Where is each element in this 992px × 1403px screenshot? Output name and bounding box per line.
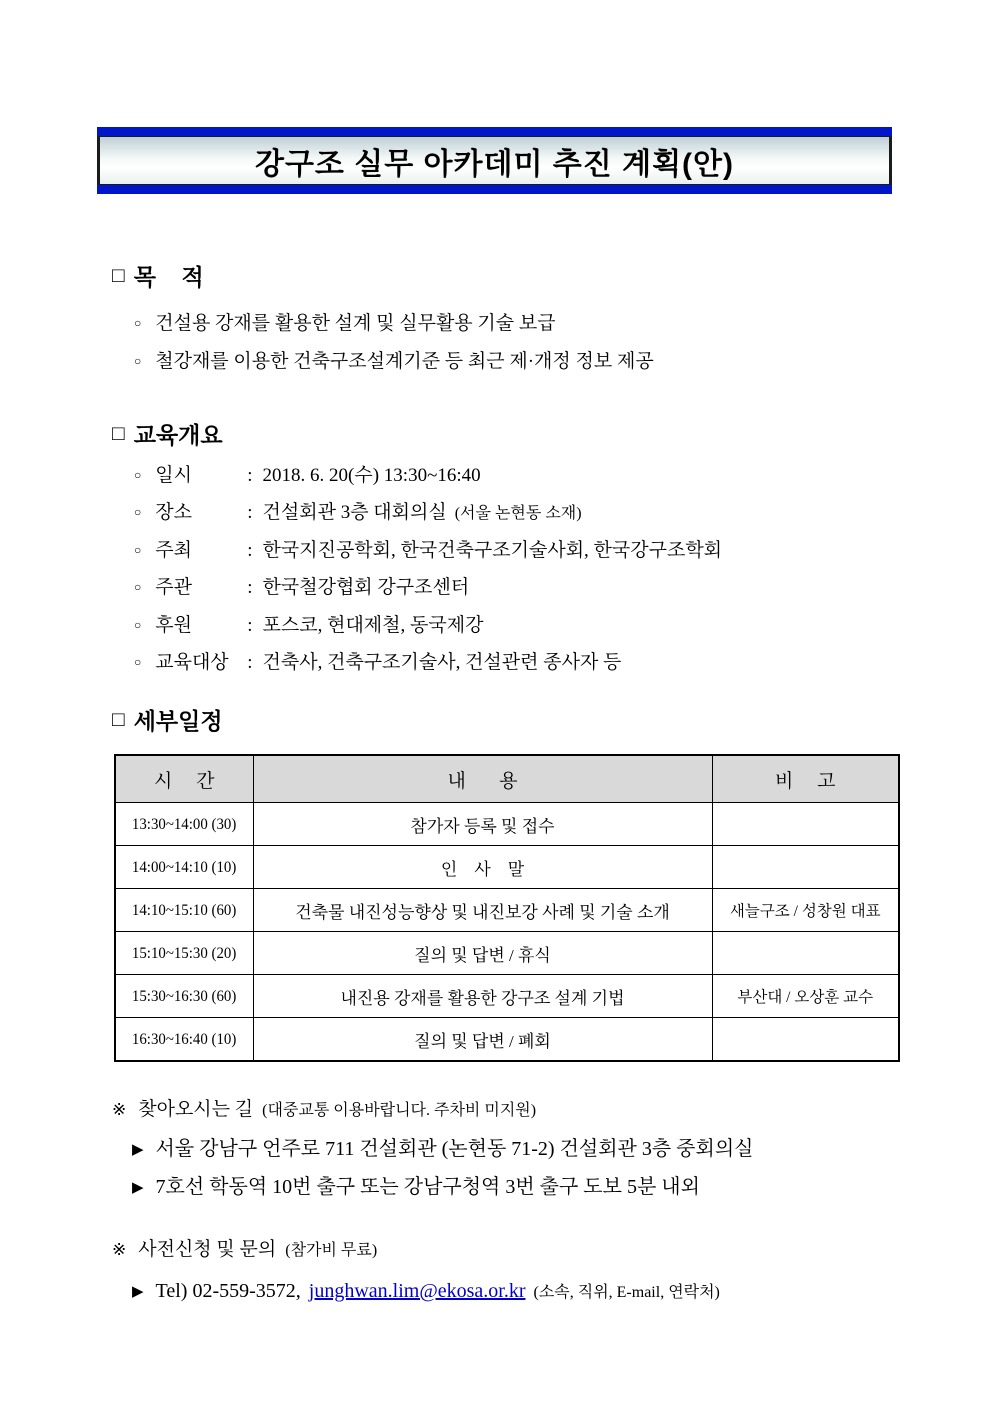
page-title: 강구조 실무 아카데미 추진 계획(안) xyxy=(254,147,735,181)
cell-note xyxy=(712,803,899,846)
overview-row-organizer xyxy=(134,575,469,602)
section-overview-title: 교육개요 xyxy=(133,422,223,448)
cell-time xyxy=(115,803,253,846)
purpose-bullet-2 xyxy=(134,349,654,376)
contact-heading xyxy=(112,1237,377,1264)
contact-title: 사전신청 및 문의 xyxy=(138,1239,277,1260)
overview-value: 2018. 6. 20(수) 13:30~16:40 xyxy=(262,465,481,486)
overview-row-sponsor xyxy=(134,613,483,640)
schedule-table xyxy=(114,754,900,1062)
cell-time xyxy=(115,1018,253,1062)
banner-top-bar xyxy=(97,127,892,136)
time-text: 15:30~16:30 (60) xyxy=(132,988,237,1005)
overview-row-audience xyxy=(134,650,621,677)
contact-note: (참가비 무료) xyxy=(285,1242,378,1259)
section-overview-heading xyxy=(112,420,223,450)
label-separator: : xyxy=(247,615,253,636)
title-banner xyxy=(97,127,892,194)
overview-value: 건축사, 건축구조기술사, 건설관련 종사자 등 xyxy=(262,652,622,673)
cell-note: 부산대 / 오상훈 교수 xyxy=(712,975,899,1018)
circle-bullet-icon: ○ xyxy=(134,618,142,632)
time-text: 14:10~15:10 (60) xyxy=(132,902,237,919)
cell-content: 참가자 등록 및 접수 xyxy=(253,803,712,846)
cell-content: 질의 및 답변 / 폐회 xyxy=(253,1018,712,1062)
directions-item-address xyxy=(132,1136,753,1165)
overview-label: 교육대상 xyxy=(155,652,229,673)
label-separator: : xyxy=(247,652,253,673)
checkbox-marker-icon: □ xyxy=(112,422,125,445)
arrow-bullet-icon: ▶ xyxy=(132,1180,144,1196)
circle-bullet-icon: ○ xyxy=(134,354,142,368)
email-link[interactable]: junghwan.lim@ekosa.or.kr xyxy=(308,1280,526,1302)
directions-item-subway xyxy=(132,1174,700,1203)
label-separator: : xyxy=(247,502,253,523)
overview-label: 주최 xyxy=(155,540,192,561)
overview-label: 장소 xyxy=(155,502,192,523)
time-text: 15:10~15:30 (20) xyxy=(132,945,237,962)
overview-row-host xyxy=(134,538,722,565)
overview-label: 후원 xyxy=(155,615,192,636)
cell-time xyxy=(115,932,253,975)
cell-note xyxy=(712,1018,899,1062)
table-row xyxy=(115,975,899,1018)
circle-bullet-icon: ○ xyxy=(134,316,142,330)
contact-fields-note: (소속, 직위, E-mail, 연락처) xyxy=(533,1284,720,1301)
purpose-bullet-1-text: 건설용 강재를 활용한 설계 및 실무활용 기술 보급 xyxy=(155,313,556,334)
header-note: 비 고 xyxy=(712,755,899,803)
purpose-bullet-2-text: 철강재를 이용한 건축구조설계기준 등 최근 제·개정 정보 제공 xyxy=(155,351,654,372)
cell-content: 질의 및 답변 / 휴식 xyxy=(253,932,712,975)
reference-mark-icon: ※ xyxy=(112,1240,127,1259)
circle-bullet-icon: ○ xyxy=(134,505,142,519)
table-header-row xyxy=(115,755,899,803)
section-purpose-title: 목 적 xyxy=(133,264,204,290)
overview-note: (서울 논현동 소재) xyxy=(454,505,582,522)
label-separator: : xyxy=(247,465,253,486)
arrow-bullet-icon: ▶ xyxy=(132,1284,144,1300)
overview-value: 한국철강협회 강구조센터 xyxy=(262,577,470,598)
overview-label: 일시 xyxy=(155,465,192,486)
directions-subway-text: 7호선 학동역 10번 출구 또는 강남구청역 3번 출구 도보 5분 내외 xyxy=(155,1176,700,1198)
cell-content: 내진용 강재를 활용한 강구조 설계 기법 xyxy=(253,975,712,1018)
contact-item-tel xyxy=(132,1278,720,1307)
label-separator: : xyxy=(247,540,253,561)
circle-bullet-icon: ○ xyxy=(134,580,142,594)
checkbox-marker-icon: □ xyxy=(112,708,125,731)
cell-note: 새늘구조 / 성창원 대표 xyxy=(712,889,899,932)
overview-label: 주관 xyxy=(155,577,192,598)
directions-title: 찾아오시는 길 xyxy=(138,1099,254,1120)
phone-number: Tel) 02-559-3572, xyxy=(155,1280,301,1302)
banner-bottom-bar xyxy=(97,185,892,194)
directions-address-text: 서울 강남구 언주로 711 건설회관 (논현동 71-2) 건설회관 3층 중회의실 xyxy=(155,1138,754,1160)
circle-bullet-icon: ○ xyxy=(134,468,142,482)
circle-bullet-icon: ○ xyxy=(134,655,142,669)
cell-time xyxy=(115,975,253,1018)
time-text: 13:30~14:00 (30) xyxy=(132,816,237,833)
time-text: 14:00~14:10 (10) xyxy=(132,859,237,876)
purpose-bullet-1 xyxy=(134,311,556,338)
overview-row-datetime xyxy=(134,463,489,490)
time-text: 16:30~16:40 (10) xyxy=(132,1031,237,1048)
directions-heading xyxy=(112,1097,536,1124)
header-content: 내 용 xyxy=(253,755,712,803)
overview-row-venue xyxy=(134,500,582,527)
cell-content: 건축물 내진성능향상 및 내진보강 사례 및 기술 소개 xyxy=(253,889,712,932)
overview-value: 건설회관 3층 대회의실 xyxy=(262,502,447,523)
circle-bullet-icon: ○ xyxy=(134,543,142,557)
cell-note xyxy=(712,932,899,975)
cell-content: 인 사 말 xyxy=(253,846,712,889)
directions-note: (대중교통 이용바랍니다. 주차비 미지원) xyxy=(262,1102,537,1119)
cell-time xyxy=(115,846,253,889)
section-schedule-heading xyxy=(112,706,223,736)
table-row xyxy=(115,803,899,846)
table-row xyxy=(115,1018,899,1062)
checkbox-marker-icon: □ xyxy=(112,264,125,287)
section-purpose-heading xyxy=(112,262,204,292)
section-schedule-title: 세부일정 xyxy=(133,708,223,734)
banner-body xyxy=(97,136,892,185)
arrow-bullet-icon: ▶ xyxy=(132,1142,144,1158)
reference-mark-icon: ※ xyxy=(112,1100,127,1119)
table-row xyxy=(115,889,899,932)
header-time: 시 간 xyxy=(115,755,253,803)
table-row xyxy=(115,846,899,889)
overview-value: 한국지진공학회, 한국건축구조기술사회, 한국강구조학회 xyxy=(262,540,723,561)
overview-value: 포스코, 현대제철, 동국제강 xyxy=(262,615,484,636)
cell-time xyxy=(115,889,253,932)
label-separator: : xyxy=(247,577,253,598)
cell-note xyxy=(712,846,899,889)
table-row xyxy=(115,932,899,975)
